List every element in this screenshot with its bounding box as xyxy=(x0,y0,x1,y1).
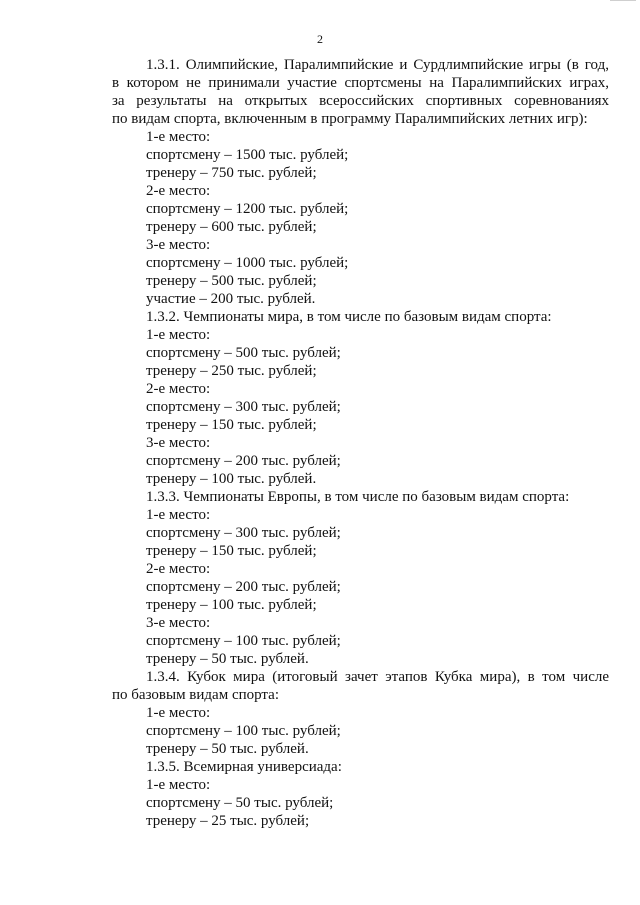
text-line: в котором не принимали участие спортсмены на Паралимпийских играх, xyxy=(112,75,609,91)
text-line: 2-е место: xyxy=(146,561,211,577)
text-line: 1-е место: xyxy=(146,129,211,145)
text-line: 1.3.1. Олимпийские, Паралимпийские и Сурдлимпийские игры (в год, xyxy=(146,57,609,73)
text-line: спортсмену – 50 тыс. рублей; xyxy=(146,795,334,811)
text-line: по базовым видам спорта: xyxy=(112,687,279,703)
text-line: тренеру – 600 тыс. рублей; xyxy=(146,219,317,235)
text-line: спортсмену – 300 тыс. рублей; xyxy=(146,399,341,415)
text-line: тренеру – 25 тыс. рублей; xyxy=(146,813,310,829)
text-line: спортсмену – 1000 тыс. рублей; xyxy=(146,255,349,271)
text-line: тренеру – 150 тыс. рублей; xyxy=(146,417,317,433)
text-line: 1.3.2. Чемпионаты мира, в том числе по базовым видам спорта: xyxy=(146,309,552,325)
text-line: 1.3.4. Кубок мира (итоговый зачет этапов Кубка мира), в том числе xyxy=(146,669,609,685)
scan-edge-mark xyxy=(610,0,636,1)
text-line: спортсмену – 1200 тыс. рублей; xyxy=(146,201,349,217)
page-number: 2 xyxy=(317,32,323,46)
text-line: 2-е место: xyxy=(146,381,211,397)
text-line: 2-е место: xyxy=(146,183,211,199)
text-line: 3-е место: xyxy=(146,615,211,631)
text-line: 1.3.5. Всемирная универсиада: xyxy=(146,759,342,775)
text-line: 1-е место: xyxy=(146,705,211,721)
text-line: тренеру – 100 тыс. рублей. xyxy=(146,471,317,487)
text-line: спортсмену – 1500 тыс. рублей; xyxy=(146,147,349,163)
text-line: спортсмену – 300 тыс. рублей; xyxy=(146,525,341,541)
text-line: 1-е место: xyxy=(146,777,211,793)
text-line: спортсмену – 100 тыс. рублей; xyxy=(146,723,341,739)
text-line: 3-е место: xyxy=(146,237,211,253)
text-line: 1-е место: xyxy=(146,327,211,343)
text-line: тренеру – 150 тыс. рублей; xyxy=(146,543,317,559)
text-line: тренеру – 100 тыс. рублей; xyxy=(146,597,317,613)
text-line: тренеру – 50 тыс. рублей. xyxy=(146,741,309,757)
text-line: спортсмену – 200 тыс. рублей; xyxy=(146,579,341,595)
text-line: тренеру – 50 тыс. рублей. xyxy=(146,651,309,667)
text-line: тренеру – 500 тыс. рублей; xyxy=(146,273,317,289)
text-line: 1-е место: xyxy=(146,507,211,523)
text-line: за результаты на открытых всероссийских спортивных соревнованиях xyxy=(112,93,609,109)
text-line: тренеру – 750 тыс. рублей; xyxy=(146,165,317,181)
text-line: спортсмену – 100 тыс. рублей; xyxy=(146,633,341,649)
text-line: спортсмену – 500 тыс. рублей; xyxy=(146,345,341,361)
text-line: 1.3.3. Чемпионаты Европы, в том числе по базовым видам спорта: xyxy=(146,489,570,505)
text-line: участие – 200 тыс. рублей. xyxy=(146,291,316,307)
text-line: по видам спорта, включенным в программу Паралимпийских летних игр): xyxy=(112,111,588,127)
text-line: 3-е место: xyxy=(146,435,211,451)
text-line: тренеру – 250 тыс. рублей; xyxy=(146,363,317,379)
text-line: спортсмену – 200 тыс. рублей; xyxy=(146,453,341,469)
document-body xyxy=(112,56,609,830)
